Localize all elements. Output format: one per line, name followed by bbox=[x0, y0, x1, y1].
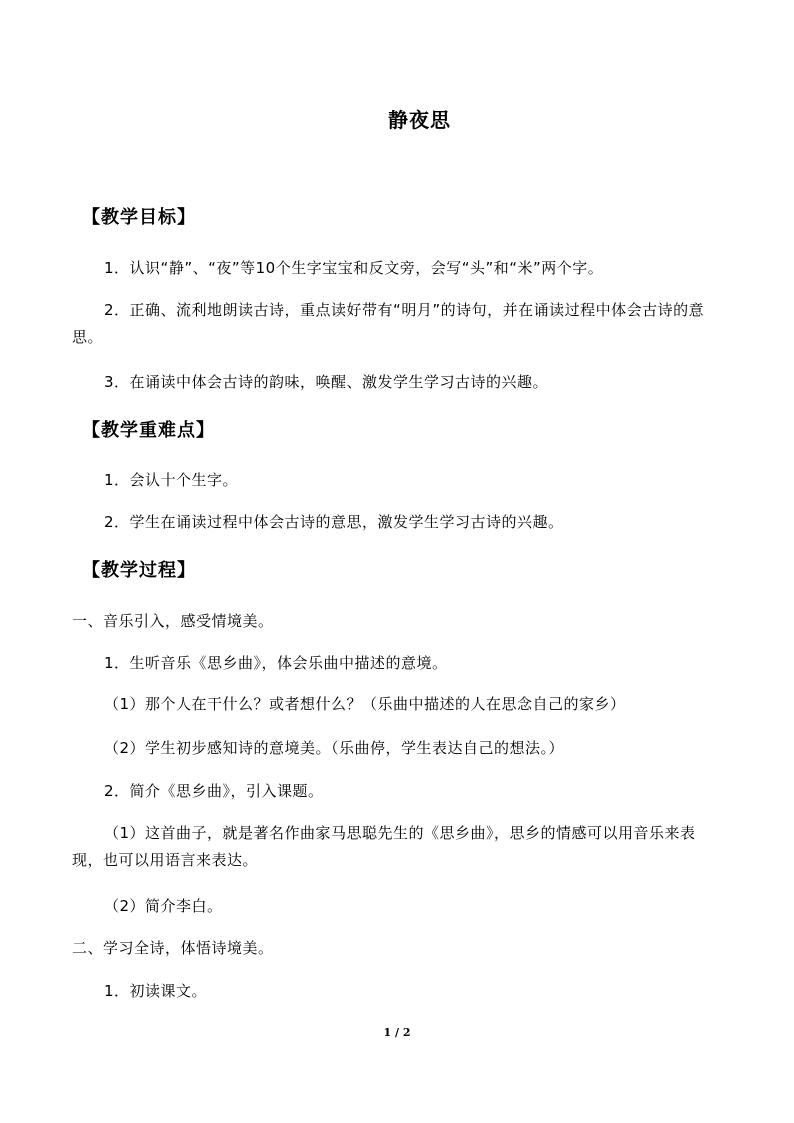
process-part2-title: 二、学习全诗，体悟诗境美。 bbox=[72, 939, 274, 957]
goals-heading: 【教学目标】 bbox=[82, 207, 196, 228]
key-points-heading: 【教学重难点】 bbox=[82, 420, 215, 441]
process-part1-title: 一、音乐引入，感受情境美。 bbox=[72, 612, 274, 630]
process-part1-step2-a: （1）这首曲子，就是著名作曲家马思聪先生的《思乡曲》，思乡的情感可以用音乐来表现，也可以用语言来表达。 bbox=[72, 824, 696, 869]
process-part1-step1-b: （2）学生初步感知诗的意境美。（乐曲停，学生表达自己的想法。） bbox=[104, 739, 565, 757]
document-title: 静夜思 bbox=[388, 108, 451, 132]
process-part1-step1-a: （1）那个人在干什么？或者想什么？（乐曲中描述的人在思念自己的家乡） bbox=[104, 695, 626, 713]
process-part1-step1: 1．生听音乐《思乡曲》，体会乐曲中描述的意境。 bbox=[104, 654, 448, 672]
goal-item-3: 3．在诵读中体会古诗的韵味，唤醒、激发学生学习古诗的兴趣。 bbox=[104, 373, 549, 391]
process-part1-step2: 2．简介《思乡曲》，引入课题。 bbox=[104, 782, 324, 800]
process-part2-step1: 1．初读课文。 bbox=[104, 982, 208, 1000]
process-part1-step2-b: （2）简介李白。 bbox=[104, 897, 223, 915]
page-number: 1 / 2 bbox=[383, 1026, 411, 1039]
process-heading: 【教学过程】 bbox=[82, 560, 196, 581]
key-point-1: 1．会认十个生字。 bbox=[104, 471, 239, 489]
goal-item-2: 2．正确、流利地朗读古诗，重点读好带有“明月”的诗句，并在诵读过程中体会古诗的意思。 bbox=[72, 301, 705, 346]
key-point-2: 2．学生在诵读过程中体会古诗的意思，激发学生学习古诗的兴趣。 bbox=[104, 513, 564, 531]
goal-item-1: 1．认识“静”、“夜”等10个生字宝宝和反文旁，会写“头”和“米”两个字。 bbox=[104, 259, 604, 277]
